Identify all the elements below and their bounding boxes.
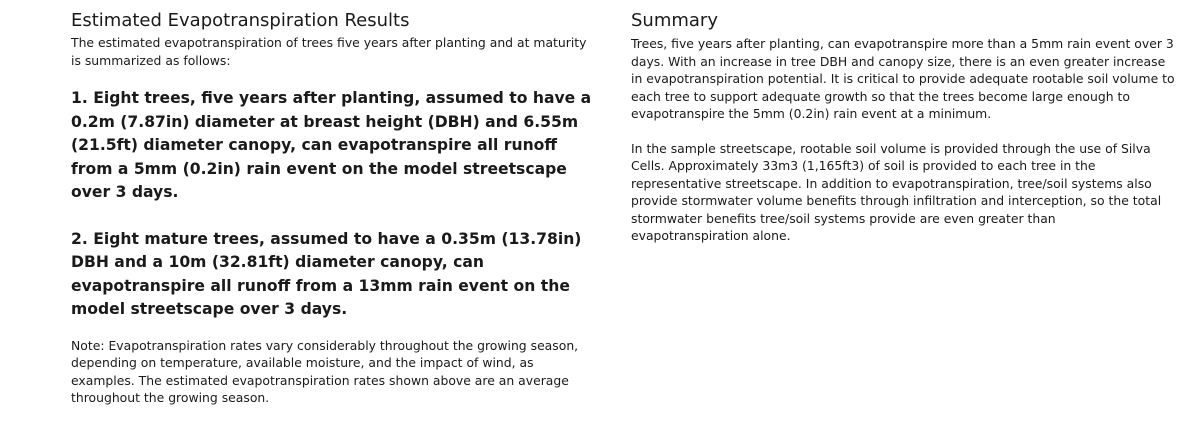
results-heading: Estimated Evapotranspiration Results (71, 10, 410, 31)
summary-paragraph-2: In the sample streetscape, rootable soil volume is provided through the use of Silva Cells. Approximately 33m3 (1,165ft3) of soil is provided to each tree in the representative streetscape. In addition to evapotranspiration, tree/soil systems also provide stormwater volume benefits through infiltration and interception, so the total stormwater benefits tree/soil systems provide are even greater than evapotranspiration alone. (631, 140, 1162, 243)
results-column (71, 10, 596, 407)
summary-paragraph-1: Trees, five years after planting, can evapotranspire more than a 5mm rain event over 3 days. With an increase in tree DBH and canopy size, there is an even greater increase in evapotranspiration potential. It is critical to provide adequate rootable soil volume to each tree to support adequate growth so that the trees become large enough to evapotranspire the 5mm (0.2in) rain event at a minimum. (631, 36, 1175, 121)
results-note: Note: Evapotranspiration rates vary considerably throughout the growing season, depending on temperature, available moisture, and the impact of wind, as examples. The estimated evapotranspiration rates shown above are an average throughout the growing season. (71, 337, 579, 405)
summary-column (631, 10, 1176, 245)
finding-2: 2. Eight mature trees, assumed to have a 0.35m (13.78in) DBH and a 10m (32.81ft) diameter canopy, can evapotranspire all runoff from a 13mm rain event on the model streetscape over 3 days. (71, 229, 582, 318)
results-intro: The estimated evapotranspiration of trees five years after planting and at maturity is summarized as follows: (71, 35, 587, 68)
finding-1: 1. Eight trees, five years after planting, assumed to have a 0.2m (7.87in) diameter at breast height (DBH) and 6.55m (21.5ft) diameter canopy, can evapotranspire all runoff from a 5mm (0.2in) rain event on the model streetscape over 3 days. (71, 89, 592, 201)
summary-heading: Summary (631, 10, 718, 31)
